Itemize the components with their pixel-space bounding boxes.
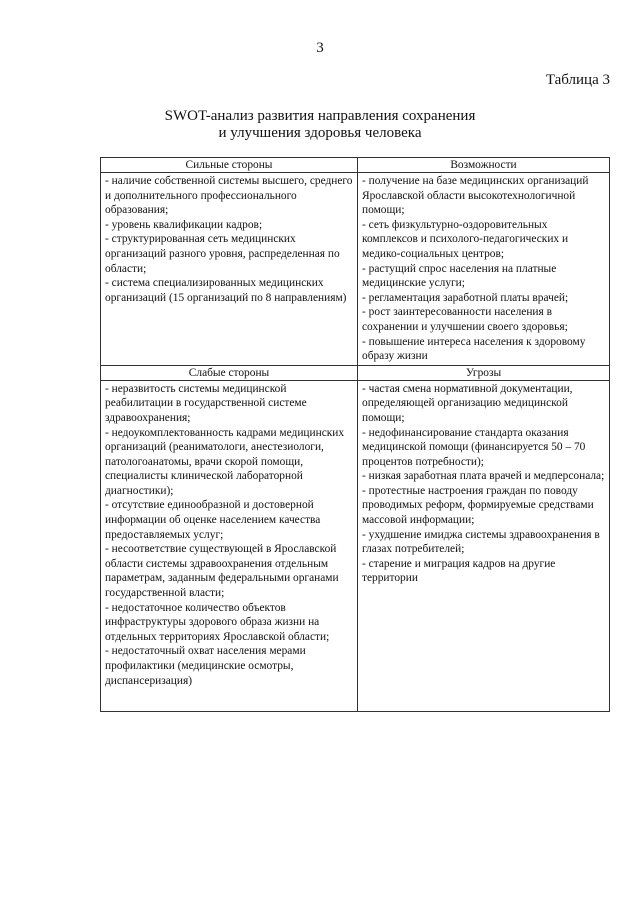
header-row-top	[101, 158, 610, 173]
list-item: - регламентация заработной платы врачей;	[362, 291, 569, 304]
swot-table	[100, 157, 610, 712]
list-item: - недостаточный охват населения мерами профилактики (медицинские осмотры, диспансеризация)	[105, 645, 306, 687]
strengths-list	[105, 174, 353, 305]
list-item: - недоукомплектованность кадрами медицинских организаций (реаниматологи, анестезиологи, патологоанатомы, врачи скорой помощи, специалисты клинической лабораторной диагностики);	[105, 426, 345, 497]
strengths-header: Сильные стороны	[101, 158, 358, 173]
threats-cell	[358, 380, 610, 711]
weaknesses-list	[105, 382, 353, 688]
content-row-top	[101, 173, 610, 366]
list-item: - наличие собственной системы высшего, среднего и дополнительного профессионального образования;	[105, 175, 353, 217]
header-row-bottom	[101, 365, 610, 380]
opportunities-list	[362, 174, 605, 364]
list-item: - растущий спрос населения на платные медицинские услуги;	[362, 262, 557, 290]
title-line-2: и улучшения здоровья человека	[218, 125, 422, 141]
table-label: Таблица 3	[545, 72, 610, 88]
weaknesses-cell	[101, 380, 358, 711]
strengths-cell	[101, 173, 358, 366]
title-line-1: SWOT-анализ развития направления сохранения	[164, 108, 476, 124]
weaknesses-header: Слабые стороны	[101, 365, 358, 380]
list-item: - старение и миграция кадров на другие территории	[362, 557, 556, 585]
opportunities-header: Возможности	[358, 158, 610, 173]
list-item: - низкая заработная плата врачей и медперсонала;	[362, 470, 605, 483]
list-item: - сеть физкультурно-оздоровительных комплексов и психолого-педагогических и медико-социальных центров;	[362, 218, 569, 260]
list-item: - частая смена нормативной документации, определяющей организацию медицинской помощи;	[362, 382, 573, 424]
list-item: - недостаточное количество объектов инфраструктуры здорового образа жизни на отдельных территориях Ярославской области;	[105, 601, 330, 643]
page-number: 3	[316, 40, 324, 56]
list-item: - неразвитость системы медицинской реабилитации в государственной системе здравоохранения;	[105, 382, 307, 424]
content-row-bottom	[101, 380, 610, 711]
list-item: - ухудшение имиджа системы здравоохранения в глазах потребителей;	[362, 528, 600, 556]
document-title	[0, 108, 640, 142]
threats-list	[362, 382, 605, 586]
list-item: - уровень квалификации кадров;	[105, 218, 263, 231]
opportunities-cell	[358, 173, 610, 366]
list-item: - получение на базе медицинских организаций Ярославской области высокотехнологичной помощи;	[362, 175, 589, 217]
list-item: - система специализированных медицинских организаций (15 организаций по 8 направлениям)	[105, 277, 347, 304]
list-item: - структурированная сеть медицинских организаций разного уровня, распределенная по области;	[105, 233, 340, 275]
list-item: - отсутствие единообразной и достоверной информации об оценке населением качества предоставляемых услуг;	[105, 499, 321, 541]
list-item: - несоответствие существующей в Ярославской области системы здравоохранения отдельным параметрам, заданным федеральными органами государственной власти;	[105, 543, 339, 600]
list-item: - повышение интереса населения к здоровому образу жизни	[362, 335, 586, 363]
threats-header: Угрозы	[358, 365, 610, 380]
list-item: - протестные настроения граждан по поводу проводимых реформ, формируемые средствами массовой информации;	[362, 484, 594, 527]
list-item: - рост заинтересованности населения в сохранении и улучшении своего здоровья;	[362, 306, 568, 333]
list-item: - недофинансирование стандарта оказания медицинской помощи (финансируется 50 – 70 процентов потребности);	[362, 426, 586, 468]
